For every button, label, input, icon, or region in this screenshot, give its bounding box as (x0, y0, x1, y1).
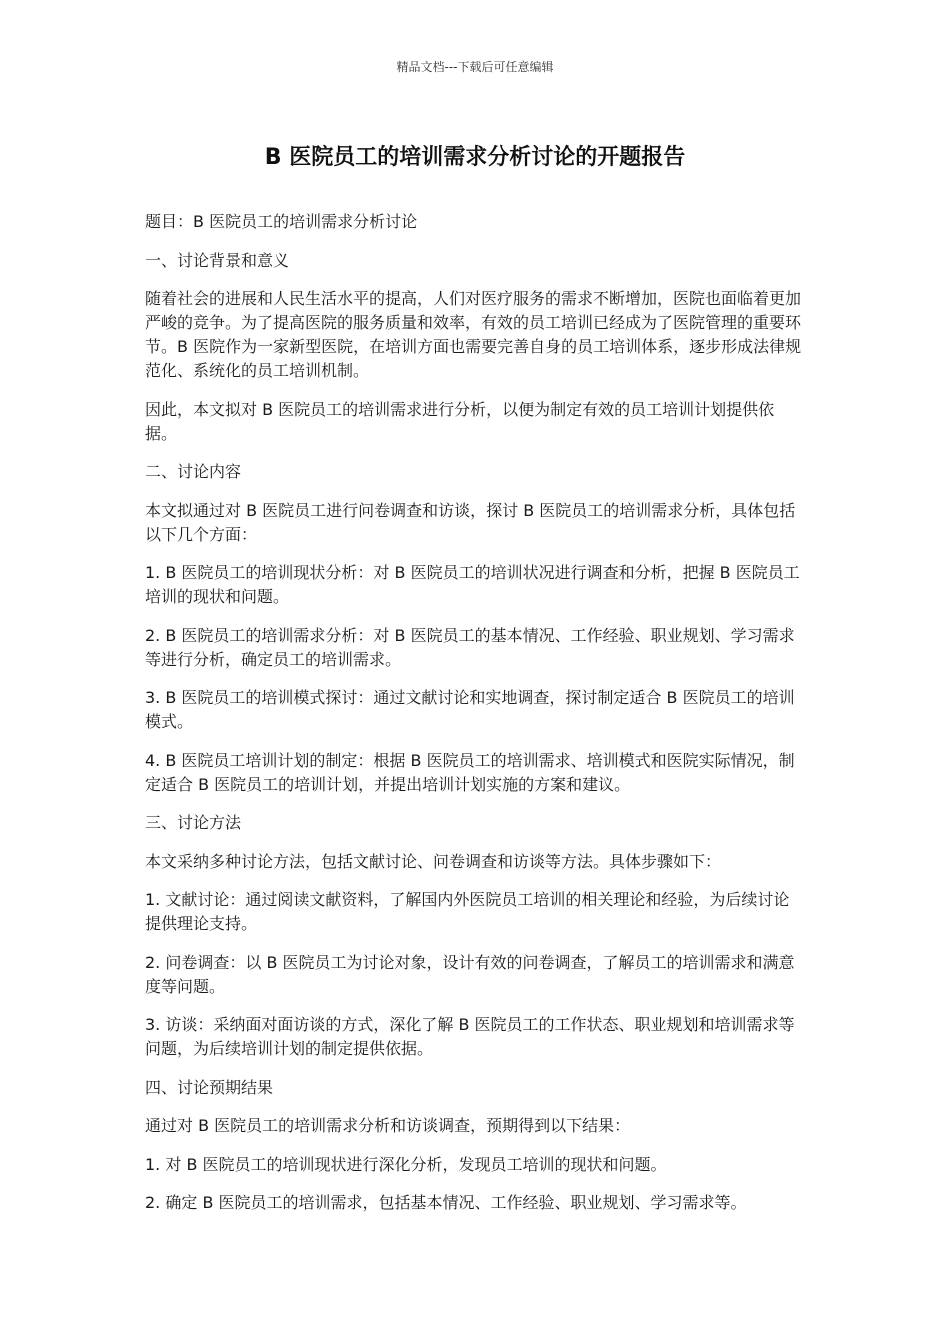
paragraph: 本文拟通过对 B 医院员工进行问卷调查和访谈，探讨 B 医院员工的培训需求分析，具体包括以下几个方面： (145, 500, 796, 544)
list-item: 3. B 医院员工的培训模式探讨：通过文献讨论和实地调查，探讨制定适合 B 医院员工的培训模式。 (145, 688, 795, 731)
document-body (145, 210, 805, 1230)
list-item: 2. 问卷调查：以 B 医院员工为讨论对象，设计有效的问卷调查，了解员工的培训需求和满意度等问题。 (145, 952, 795, 996)
section-heading-method: 三、讨论方法 (145, 813, 242, 832)
header-note: 精品文档---下载后可任意编辑 (396, 60, 554, 74)
paragraph: 本文采纳多种讨论方法，包括文献讨论、问卷调查和访谈等方法。具体步骤如下： (145, 851, 722, 871)
list-item: 2. B 医院员工的培训需求分析：对 B 医院员工的基本情况、工作经验、职业规划、学习需求等进行分析，确定员工的培训需求。 (145, 625, 795, 669)
list-item: 4. B 医院员工培训计划的制定：根据 B 医院员工的培训需求、培训模式和医院实际情况，制定适合 B 医院员工的培训计划，并提出培训计划实施的方案和建议。 (145, 750, 795, 794)
list-item: 1. 对 B 医院员工的培训现状进行深化分析，发现员工培训的现状和问题。 (145, 1154, 667, 1174)
document-title: B 医院员工的培训需求分析讨论的开题报告 (264, 145, 686, 170)
section-heading-background: 一、讨论背景和意义 (145, 250, 290, 270)
list-item: 1. 文献讨论：通过阅读文献资料，了解国内外医院员工培训的相关理论和经验，为后续讨论提供理论支持。 (145, 890, 790, 933)
paragraph: 随着社会的进展和人民生活水平的提高，人们对医疗服务的需求不断增加，医院也面临着更加严峻的竞争。为了提高医院的服务质量和效率，有效的员工培训已经成为了医院管理的重要环节。B 医院作为一家新型医院，在培训方面也需要完善自身的员工培训体系，逐步形成法律规范化、系统化的员工培训机制。 (145, 289, 802, 380)
list-item: 1. B 医院员工的培训现状分析：对 B 医院员工的培训状况进行调查和分析，把握 B 医院员工培训的现状和问题。 (145, 563, 800, 606)
list-item: 2. 确定 B 医院员工的培训需求，包括基本情况、工作经验、职业规划、学习需求等。 (145, 1193, 747, 1212)
paragraph: 因此，本文拟对 B 医院员工的培训需求进行分析，以便为制定有效的员工培训计划提供依据。 (145, 399, 775, 443)
paragraph-topic: 题目：B 医院员工的培训需求分析讨论 (145, 212, 418, 231)
section-heading-results: 四、讨论预期结果 (145, 1077, 274, 1097)
list-item: 3. 访谈：采纳面对面访谈的方式，深化了解 B 医院员工的工作状态、职业规划和培训需求等问题，为后续培训计划的制定提供依据。 (145, 1015, 795, 1058)
section-heading-content: 二、讨论内容 (145, 462, 242, 481)
paragraph: 通过对 B 医院员工的培训需求分析和访谈调查，预期得到以下结果： (145, 1116, 631, 1135)
